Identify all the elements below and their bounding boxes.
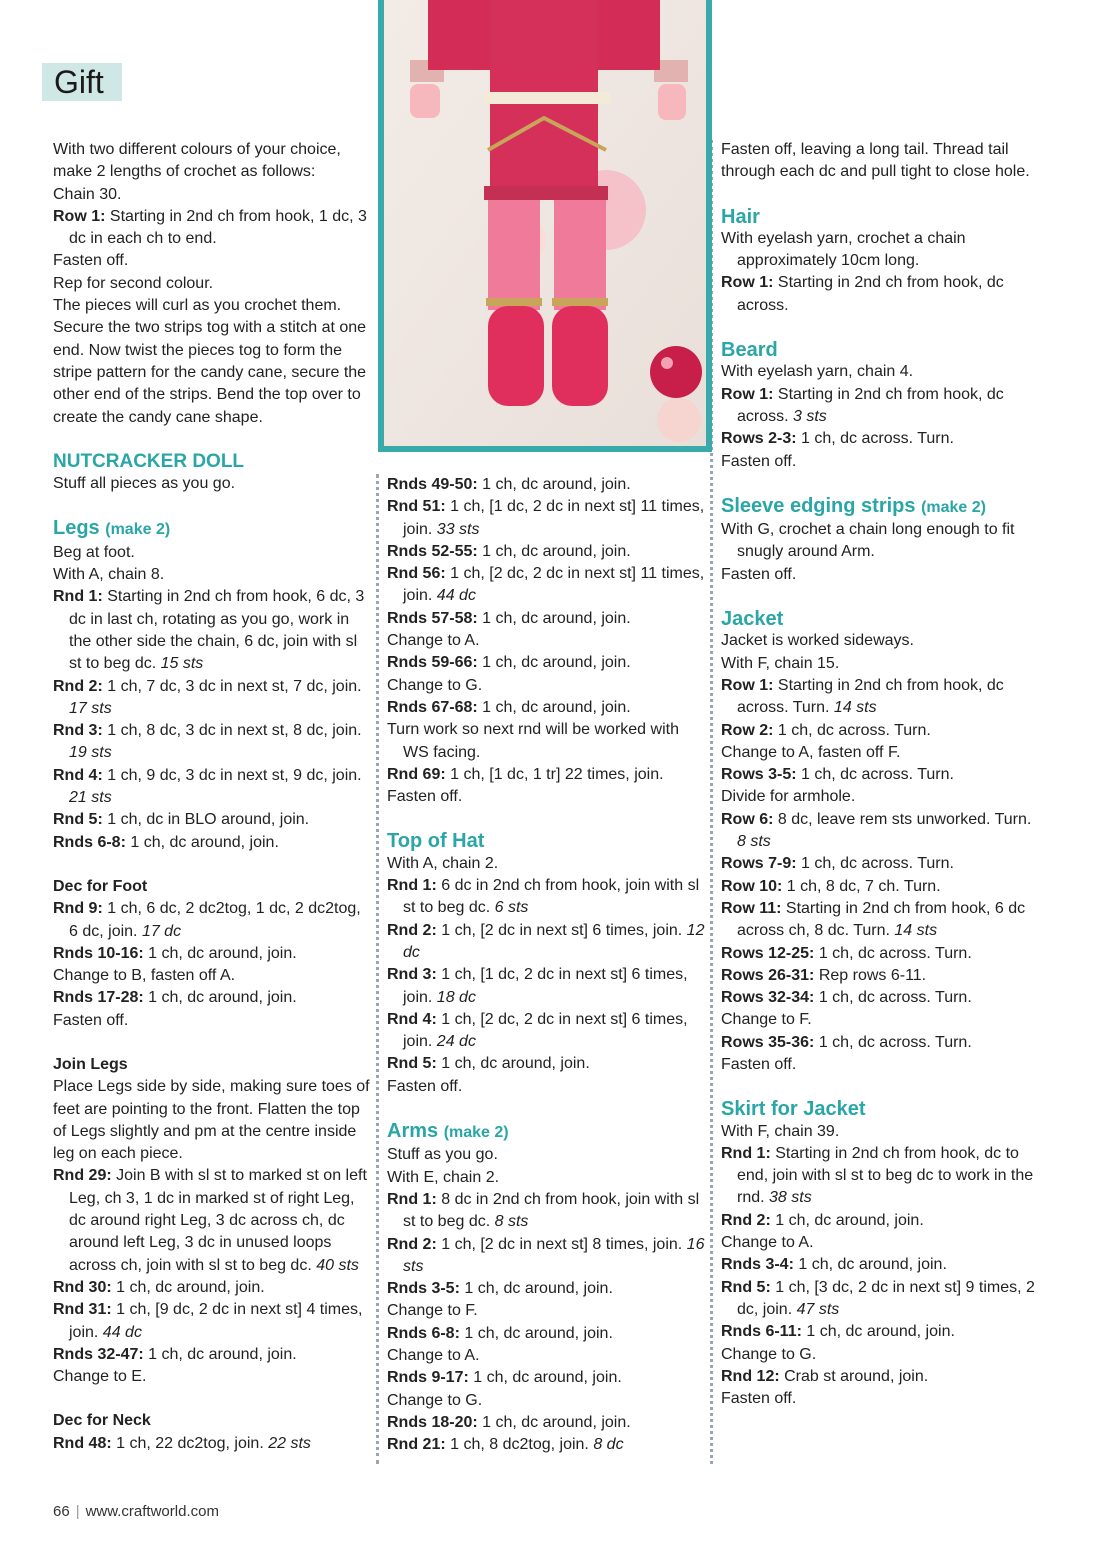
instruction-row: Change to F. — [721, 1011, 812, 1029]
section-label-text: Gift — [54, 64, 104, 100]
instruction-row: Rnd 3: 1 ch, 8 dc, 3 dc in next st, 8 dc, join. 19 sts — [53, 722, 362, 762]
instruction-row: Rows 12-25: 1 ch, dc across. Turn. — [721, 944, 972, 962]
instruction-row: Change to G. — [387, 676, 483, 694]
instruction-row: Rows 26-31: Rep rows 6-11. — [721, 966, 927, 984]
instruction-row: Rnd 3: 1 ch, [1 dc, 2 dc in next st] 6 times, join. 18 dc — [387, 966, 688, 1006]
instruction-row: Row 6: 8 dc, leave rem sts unworked. Turn. 8 sts — [721, 810, 1032, 851]
dec-foot-heading: Dec for Foot — [53, 877, 148, 895]
section-label — [42, 63, 122, 101]
instruction-row: Fasten off. — [721, 452, 797, 470]
instruction-row: Rnds 6-8: 1 ch, dc around, join. — [387, 1324, 613, 1342]
instruction-row: Rnd 30: 1 ch, dc around, join. — [53, 1278, 265, 1296]
instruction-row: Rnd 1: Starting in 2nd ch from hook, 6 dc, 3 dc in last ch, rotating as you go, work in the other side the chain, 6 dc, join with sl st to beg dc. 15 sts — [53, 588, 365, 673]
instruction-line: With A, chain 8. — [53, 566, 165, 584]
instruction-row: Fasten off. — [387, 1077, 463, 1095]
instruction-row: Turn work so next rnd will be worked with WS facing. — [387, 721, 679, 761]
footer-url[interactable]: www.craftworld.com — [85, 1503, 219, 1520]
instruction-row: Rnds 67-68: 1 ch, dc around, join. — [387, 698, 631, 716]
instruction-row: Rnds 9-17: 1 ch, dc around, join. — [387, 1369, 622, 1387]
body-rows — [387, 474, 705, 808]
sleeve-rows — [721, 519, 1039, 586]
instruction-row: Rnds 57-58: 1 ch, dc around, join. — [387, 609, 631, 627]
nutcracker-heading: NUTCRACKER DOLL — [53, 450, 245, 472]
nutcracker-doll-image — [384, 0, 706, 446]
instruction-row: Rnd 1: Starting in 2nd ch from hook, dc to end, join with sl st to beg dc to work in the rnd. 38 sts — [721, 1144, 1034, 1207]
instruction-row: Fasten off. — [721, 1390, 797, 1408]
column-1 — [53, 139, 371, 1455]
instruction-row: Rnds 6-8: 1 ch, dc around, join. — [53, 833, 279, 851]
instruction-line: Stuff all pieces as you go. — [53, 475, 236, 493]
instruction-row: Row 11: Starting in 2nd ch from hook, 6 dc across ch, 8 dc. Turn. 14 sts — [721, 899, 1026, 940]
instruction-row: Change to G. — [721, 1345, 817, 1363]
instruction-row: Jacket is worked sideways. — [721, 632, 914, 650]
skirt-rows — [721, 1121, 1039, 1411]
instruction-row: Rnd 2: 1 ch, 7 dc, 3 dc in next st, 7 dc, join. 17 sts — [53, 677, 362, 717]
hat-rows — [387, 853, 705, 1098]
instruction-row: Rnd 4: 1 ch, [2 dc, 2 dc in next st] 6 times, join. 24 dc — [387, 1010, 688, 1051]
dec-neck-heading: Dec for Neck — [53, 1412, 151, 1430]
instruction-paragraph: Place Legs side by side, making sure toes of feet are pointing to the front. Flatten the top of Legs slightly and pm at the centre inside leg on each piece. — [53, 1078, 370, 1163]
hair-heading: Hair — [721, 205, 760, 228]
column-divider — [376, 474, 379, 1464]
top-of-hat-heading: Top of Hat — [387, 830, 485, 853]
arms-rows — [387, 1144, 705, 1456]
instruction-row: Stuff as you go. — [387, 1146, 498, 1164]
instruction-row: Rnd 48: 1 ch, 22 dc2tog, join. 22 sts — [53, 1434, 311, 1452]
page-footer: 66 | www.craftworld.com — [53, 1503, 219, 1520]
neck-rows — [53, 1433, 371, 1455]
instruction-row: Rnds 32-47: 1 ch, dc around, join. — [53, 1345, 297, 1363]
column-3 — [721, 139, 1039, 1410]
legs-rows — [53, 586, 371, 854]
legs-heading: Legs (make 2) — [53, 517, 171, 540]
instruction-row: Change to G. — [387, 1391, 483, 1409]
instruction-paragraph: Fasten off, leaving a long tail. Thread tail through each dc and pull tight to close hole. — [721, 141, 1030, 181]
intro-line: Chain 30. — [53, 185, 122, 203]
sleeve-heading: Sleeve edging strips (make 2) — [721, 494, 986, 517]
instruction-row: Rnds 52-55: 1 ch, dc around, join. — [387, 542, 631, 560]
instruction-row: Row 1: Starting in 2nd ch from hook, dc across. 3 sts — [721, 385, 1004, 425]
instruction-row: Rows 32-34: 1 ch, dc across. Turn. — [721, 989, 972, 1007]
instruction-row: Rows 2-3: 1 ch, dc across. Turn. — [721, 430, 954, 448]
intro-line: make 2 lengths of crochet as follows: — [53, 163, 316, 181]
jacket-rows — [721, 630, 1039, 1076]
instruction-row: Rows 7-9: 1 ch, dc across. Turn. — [721, 855, 954, 873]
instruction-row: Rnd 5: 1 ch, dc in BLO around, join. — [53, 811, 310, 829]
instruction-row: Rnd 12: Crab st around, join. — [721, 1367, 929, 1385]
hair-rows — [721, 228, 1039, 317]
instruction-row: Rows 35-36: 1 ch, dc across. Turn. — [721, 1033, 972, 1051]
instruction-row: Row 1: Starting in 2nd ch from hook, dc across. — [721, 274, 1004, 314]
instruction-row: Fasten off. — [53, 1011, 129, 1029]
instruction-row: Rnd 21: 1 ch, 8 dc2tog, join. 8 dc — [387, 1436, 624, 1454]
instruction-row: Rnds 17-28: 1 ch, dc around, join. — [53, 989, 297, 1007]
instruction-row: Rnd 1: 6 dc in 2nd ch from hook, join with sl st to beg dc. 6 sts — [387, 877, 700, 917]
instruction-row: Rnd 29: Join B with sl st to marked st on left Leg, ch 3, 1 dc in marked st of right Leg, dc around right Leg, 3 dc across ch, dc around left Leg, 3 dc in unused loops across ch, join with sl st to beg dc. 40 sts — [53, 1167, 367, 1274]
instruction-row: Rnds 59-66: 1 ch, dc around, join. — [387, 654, 631, 672]
instruction-row: Rnd 69: 1 ch, [1 dc, 1 tr] 22 times, join. — [387, 765, 664, 783]
instruction-row: Rnd 5: 1 ch, [3 dc, 2 dc in next st] 9 times, 2 dc, join. 47 sts — [721, 1278, 1035, 1318]
instruction-row: Rnds 3-4: 1 ch, dc around, join. — [721, 1256, 947, 1274]
instruction-row: Rnd 4: 1 ch, 9 dc, 3 dc in next st, 9 dc, join. 21 sts — [53, 766, 362, 807]
instruction-row: Change to A, fasten off F. — [721, 743, 901, 761]
instruction-row: Change to F. — [387, 1302, 478, 1320]
instruction-row: Fasten off. — [721, 1055, 797, 1073]
arms-heading: Arms (make 2) — [387, 1120, 509, 1143]
instruction-row: Row 2: 1 ch, dc across. Turn. — [721, 721, 931, 739]
skirt-heading: Skirt for Jacket — [721, 1098, 866, 1121]
instruction-row: Rnds 6-11: 1 ch, dc around, join. — [721, 1323, 955, 1341]
instruction-row: Rnd 56: 1 ch, [2 dc, 2 dc in next st] 11 times, join. 44 dc — [387, 565, 705, 605]
instruction-row: Change to A. — [387, 1346, 480, 1364]
instruction-row: With A, chain 2. — [387, 854, 499, 872]
foot-rows — [53, 898, 371, 1032]
instruction-row: Rnds 49-50: 1 ch, dc around, join. — [387, 476, 631, 493]
instruction-line: Beg at foot. — [53, 543, 135, 561]
instruction-row: Rnd 31: 1 ch, [9 dc, 2 dc in next st] 4 times, join. 44 dc — [53, 1301, 363, 1341]
instruction-row: Change to A. — [387, 632, 480, 650]
jacket-heading: Jacket — [721, 608, 784, 631]
instruction-row: Rnd 2: 1 ch, dc around, join. — [721, 1211, 924, 1229]
instruction-row: With E, chain 2. — [387, 1168, 500, 1186]
instruction-row: Row 1: Starting in 2nd ch from hook, 1 dc, 3 dc in each ch to end. — [53, 207, 367, 248]
instruction-row: Rows 3-5: 1 ch, dc across. Turn. — [721, 766, 954, 784]
join-legs-heading: Join Legs — [53, 1055, 128, 1073]
instruction-row: Rnds 3-5: 1 ch, dc around, join. — [387, 1280, 613, 1298]
instruction-row: Rnds 10-16: 1 ch, dc around, join. — [53, 944, 297, 962]
instruction-row: Rnd 2: 1 ch, [2 dc in next st] 8 times, join. 16 sts — [387, 1235, 705, 1275]
instruction-row: Rnd 9: 1 ch, 6 dc, 2 dc2tog, 1 dc, 2 dc2tog, 6 dc, join. 17 dc — [53, 900, 361, 940]
instruction-row: Rnds 18-20: 1 ch, dc around, join. — [387, 1413, 631, 1431]
instruction-paragraph: The pieces will curl as you crochet them. Secure the two strips tog with a stitch at one end. Now twist the pieces tog to form the stripe pattern for the candy cane, secure the other end of the strips. Bend the top over to create the candy cane shape. — [53, 297, 367, 426]
doll-photo — [378, 0, 712, 452]
instruction-row: Rnd 5: 1 ch, dc around, join. — [387, 1055, 590, 1073]
instruction-row: Divide for armhole. — [721, 788, 856, 806]
instruction-row: Row 10: 1 ch, 8 dc, 7 ch. Turn. — [721, 877, 941, 895]
instruction-row: Fasten off. — [721, 565, 797, 583]
beard-heading: Beard — [721, 339, 778, 362]
instruction-line: Rep for second colour. — [53, 274, 214, 292]
instruction-row: Change to E. — [53, 1368, 147, 1386]
instruction-row: With F, chain 39. — [721, 1122, 840, 1140]
beard-rows — [721, 361, 1039, 472]
instruction-row: Rnd 1: 8 dc in 2nd ch from hook, join with sl st to beg dc. 8 sts — [387, 1190, 700, 1231]
instruction-row: With eyelash yarn, crochet a chain approximately 10cm long. — [721, 229, 966, 270]
instruction-row: With eyelash yarn, chain 4. — [721, 363, 914, 381]
intro-line: With two different colours of your choice, — [53, 141, 341, 158]
instruction-row: Change to A. — [721, 1234, 814, 1252]
instruction-line: Fasten off. — [53, 252, 129, 270]
instruction-row: Change to B, fasten off A. — [53, 967, 236, 985]
instruction-row: Fasten off. — [387, 788, 463, 806]
instruction-row: Rnd 2: 1 ch, [2 dc in next st] 6 times, join. 12 dc — [387, 921, 705, 961]
page-number: 66 — [53, 1503, 70, 1520]
instruction-row: With F, chain 15. — [721, 654, 840, 672]
instruction-row: Row 1: Starting in 2nd ch from hook, dc across. Turn. 14 sts — [721, 676, 1004, 717]
column-2 — [387, 474, 705, 1456]
join-rows — [53, 1165, 371, 1388]
instruction-row: Rnd 51: 1 ch, [1 dc, 2 dc in next st] 11 times, join. 33 sts — [387, 498, 705, 538]
instruction-row: With G, crochet a chain long enough to fit snugly around Arm. — [721, 521, 1015, 561]
